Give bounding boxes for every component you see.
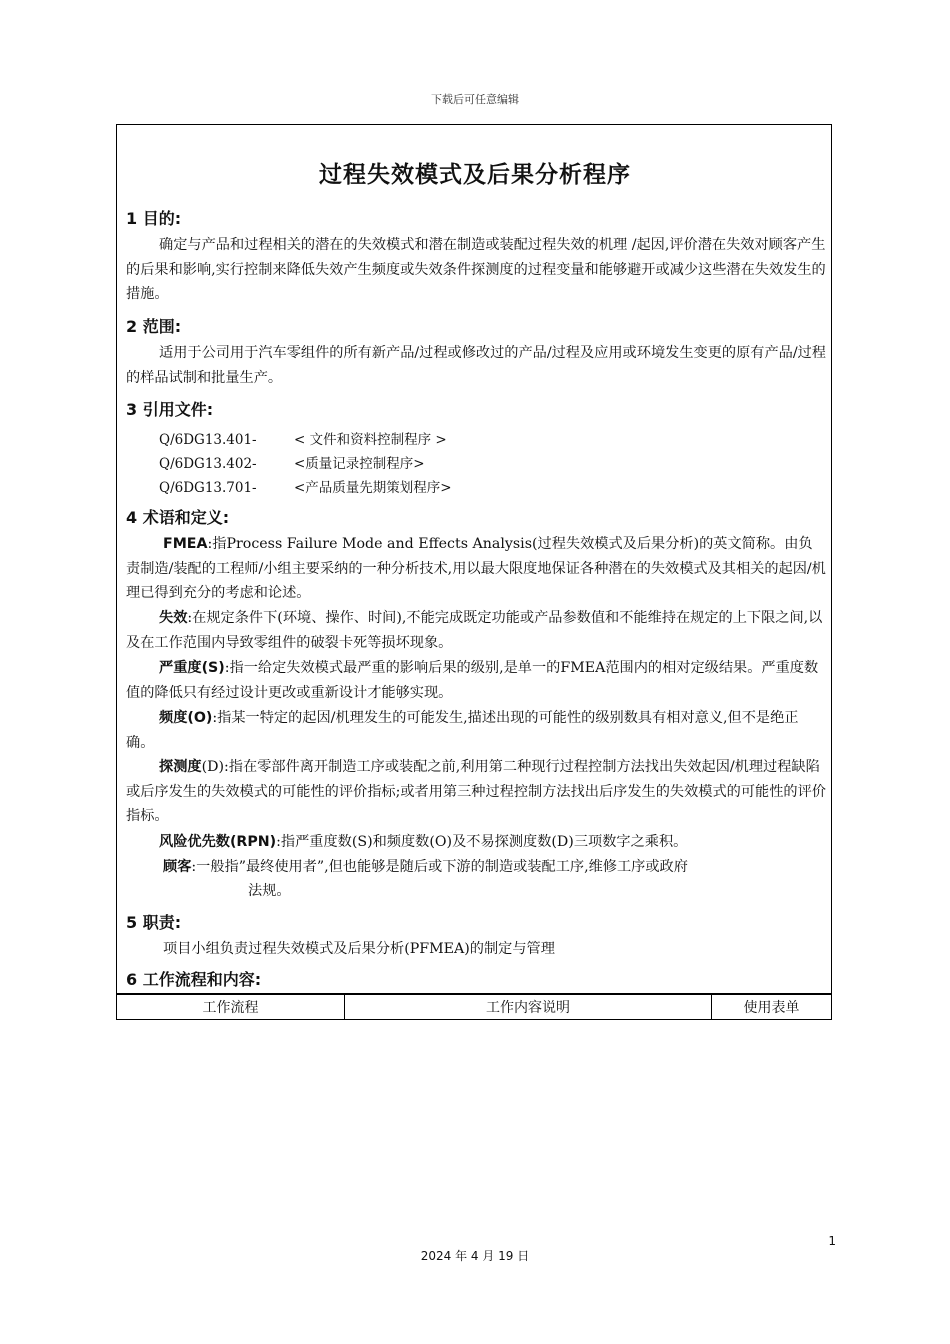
term-name: 探测度	[159, 759, 202, 775]
page-header: 下载后可任意编辑	[431, 93, 519, 106]
term-name: 失效	[159, 610, 188, 626]
reference-name: <产品质量先期策划程序>	[294, 480, 452, 496]
reference-item	[159, 428, 447, 448]
term-definition	[126, 606, 826, 655]
term-name: 顾客	[163, 859, 192, 875]
term-text: (D):指在零部件离开制造工序或装配之前,利用第二种现行过程控制方法找出失效起因/机理过程缺陷或后序发生的失效模式的可能性的评价指标;或者用第三种过程控制方法找出后序发生的失效模式的可能性的评价指标。	[126, 759, 826, 824]
section-2-text: 适用于公司用于汽车零组件的所有新产品/过程或修改过的产品/过程及应用或环境发生变更的原有产品/过程的样品试制和批量生产。	[126, 345, 826, 386]
term-definition	[126, 532, 826, 606]
reference-code: Q/6DG13.401-	[159, 432, 257, 448]
footer-date: 2024 年 4 月 19 日	[420, 1249, 530, 1263]
section-5-text: 项目小组负责过程失效模式及后果分析(PFMEA)的制定与管理	[163, 941, 555, 957]
reference-item	[159, 476, 452, 496]
term-text: :指某一特定的起因/机理发生的可能发生,描述出现的可能性的级别数具有相对意义,但不是绝正确。	[126, 710, 799, 751]
term-name: 风险优先数(RPN)	[159, 834, 277, 850]
reference-name: < 文件和资料控制程序 >	[294, 432, 447, 448]
reference-name: <质量记录控制程序>	[294, 456, 425, 472]
page-number: 1	[828, 1234, 836, 1248]
reference-code: Q/6DG13.402-	[159, 456, 257, 472]
table-header-cell: 使用表单	[712, 995, 832, 1020]
table-header-row	[117, 995, 832, 1020]
reference-code: Q/6DG13.701-	[159, 480, 257, 496]
term-text: :指一给定失效模式最严重的影响后果的级别,是单一的FMEA范围内的相对定级结果。严重度数值的降低只有经过设计更改或重新设计才能够实现。	[126, 660, 819, 701]
section-5-heading: 5 职责:	[126, 913, 182, 932]
section-6-heading: 6 工作流程和内容:	[126, 970, 262, 989]
term-text: :指严重度数(S)和频度数(O)及不易探测度数(D)三项数字之乘积。	[276, 834, 688, 850]
workflow-table	[116, 994, 832, 1020]
section-2-heading: 2 范围:	[126, 317, 182, 336]
term-name: 严重度(S)	[159, 660, 225, 676]
term-text: :一般指”最终使用者”,但也能够是随后或下游的制造或装配工序,维修工序或政府	[191, 859, 688, 875]
term-definition	[126, 656, 826, 705]
table-header-cell: 工作流程	[117, 995, 345, 1020]
term-name: 频度(O)	[159, 710, 213, 726]
term-definition	[126, 830, 826, 855]
document-title: 过程失效模式及后果分析程序	[319, 162, 631, 188]
reference-item	[159, 452, 425, 472]
term-definition	[126, 706, 826, 755]
term-text: :指Process Failure Mode and Effects Analysis(过程失效模式及后果分析)的英文简称。由负责制造/装配的工程师/小组主要采纳的一种分析技术,用以最大限度地保证各种潜在的失效模式及其相关的起因/机理已得到充分的考虑和论述。	[126, 536, 826, 601]
section-1-text: 确定与产品和过程相关的潜在的失效模式和潜在制造或装配过程失效的机理 /起因,评价潜在失效对顾客产生的后果和影响,实行控制来降低失效产生频度或失效条件探测度的过程变量和能够避开或减少这些潜在失效发生的措施。	[126, 237, 826, 302]
term-name: FMEA	[163, 536, 208, 552]
section-4-heading: 4 术语和定义:	[126, 508, 230, 527]
table-header-cell: 工作内容说明	[345, 995, 712, 1020]
term-text: :在规定条件下(环境、操作、时间),不能完成既定功能或产品参数值和不能维持在规定的上下限之间,以及在工作范围内导致零组件的破裂卡死等损坏现象。	[126, 610, 823, 651]
term-definition	[126, 755, 826, 829]
term-definition	[126, 855, 826, 880]
section-1-heading: 1 目的:	[126, 209, 182, 228]
section-3-heading: 3 引用文件:	[126, 400, 214, 419]
term-text-continued: 法规。	[248, 883, 291, 899]
